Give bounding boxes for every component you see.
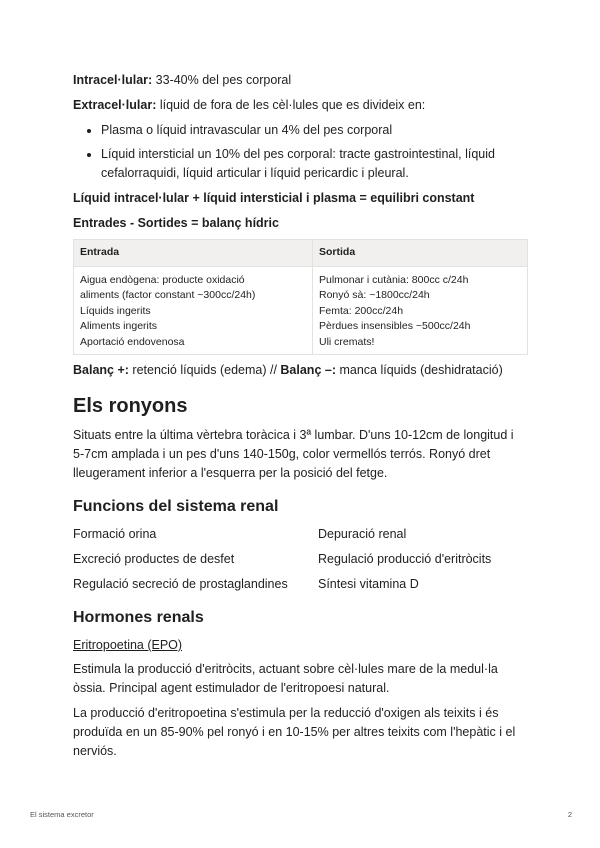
intracellular-label: Intracel·lular: [73, 73, 153, 87]
balance-minus-text: manca líquids (deshidratació) [336, 363, 503, 377]
extracellular-text: líquid de fora de les cèl·lules que es divideix en: [156, 98, 426, 112]
sortida-line: Uli cremats! [319, 335, 375, 348]
kidneys-heading: Els ronyons [73, 395, 188, 417]
intracellular-text: 33-40% del pes corporal [152, 73, 292, 87]
function-item: Depuració renal [318, 527, 407, 541]
intracellular-line [73, 71, 528, 90]
footer-title: El sistema excretor [30, 810, 94, 819]
table-row [74, 266, 528, 355]
function-item: Regulació secreció de prostaglandines [73, 577, 288, 591]
entrada-line: aliments (factor constant ~300cc/24h) [80, 289, 256, 301]
sortida-cell [313, 266, 528, 355]
epo-subtitle: Eritropoetina (EPO) [73, 638, 183, 652]
entrada-cell [74, 266, 313, 355]
function-item: Regulació producció d'eritròcits [318, 552, 492, 566]
functions-grid [73, 525, 528, 594]
equilibrium-equation: Líquid intracel·lular + líquid intersticial i plasma = equilibri constant [73, 191, 475, 205]
function-item: Excreció productes de desfet [73, 552, 235, 566]
sortida-line: Pèrdues insensibles ~500cc/24h [319, 320, 471, 332]
column-header-entrada: Entrada [74, 240, 313, 267]
epo-paragraph-1: Estimula la producció d'eritròcits, actuant sobre cèl·lules mare de la medul·la òssia. Principal agent estimulador de l'eritropoesi natural. [73, 662, 498, 695]
page-number: 2 [567, 810, 572, 819]
entrada-line: Aliments ingerits [80, 320, 158, 332]
epo-paragraph-2: La producció d'eritropoetina s'estimula per la reducció d'oxigen als teixits i és produïda en un 85-90% pel ronyó i en 10-15% per altres teixits com l'hepàtic i el nerviós. [73, 706, 516, 758]
balance-equation: Entrades - Sortides = balanç hídric [73, 216, 279, 230]
table-header-row [74, 240, 528, 267]
kidneys-paragraph: Situats entre la última vèrtebra toràcica i 3ª lumbar. D'uns 10-12cm de longitud i 5-7cm amplada i un pes d'uns 140-150g, color vermellós terrós. Ronyó dret lleugerament inferior a l'esquerra per la posició del fetge. [73, 428, 514, 480]
functions-heading: Funcions del sistema renal [73, 498, 279, 515]
hormones-heading: Hormones renals [73, 609, 204, 626]
balance-plus-text: retenció líquids (edema) // [128, 363, 281, 377]
page-content [73, 71, 528, 767]
balance-line [73, 361, 528, 380]
sortida-line: Pulmonar i cutània: 800cc c/24h [319, 273, 469, 286]
sortida-line: Ronyó sà: ~1800cc/24h [319, 289, 430, 301]
entrada-line: Líquids ingerits [80, 304, 151, 317]
entrada-line: Aportació endovenosa [80, 335, 185, 348]
extracellular-line [73, 96, 528, 115]
column-header-sortida: Sortida [313, 240, 528, 267]
entrada-line: Aigua endògena: producte oxidació [80, 273, 245, 286]
page-footer [30, 810, 572, 819]
list-item: • Plasma o líquid intravascular un 4% del pes corporal [101, 121, 528, 140]
balance-plus-label: Balanç +: [73, 363, 129, 377]
sortida-line: Femta: 200cc/24h [319, 304, 404, 317]
list-item: • Líquid intersticial un 10% del pes corporal: tracte gastrointestinal, líquid cefalorraquidi, líquid articular i líquid pericardic i pleural. [101, 145, 528, 183]
fluid-balance-table [73, 239, 528, 355]
extracellular-label: Extracel·lular: [73, 98, 157, 112]
balance-minus-label: Balanç –: [280, 363, 336, 377]
extracellular-list [73, 121, 528, 183]
function-item: Formació orina [73, 527, 157, 541]
function-item: Síntesi vitamina D [318, 577, 419, 591]
